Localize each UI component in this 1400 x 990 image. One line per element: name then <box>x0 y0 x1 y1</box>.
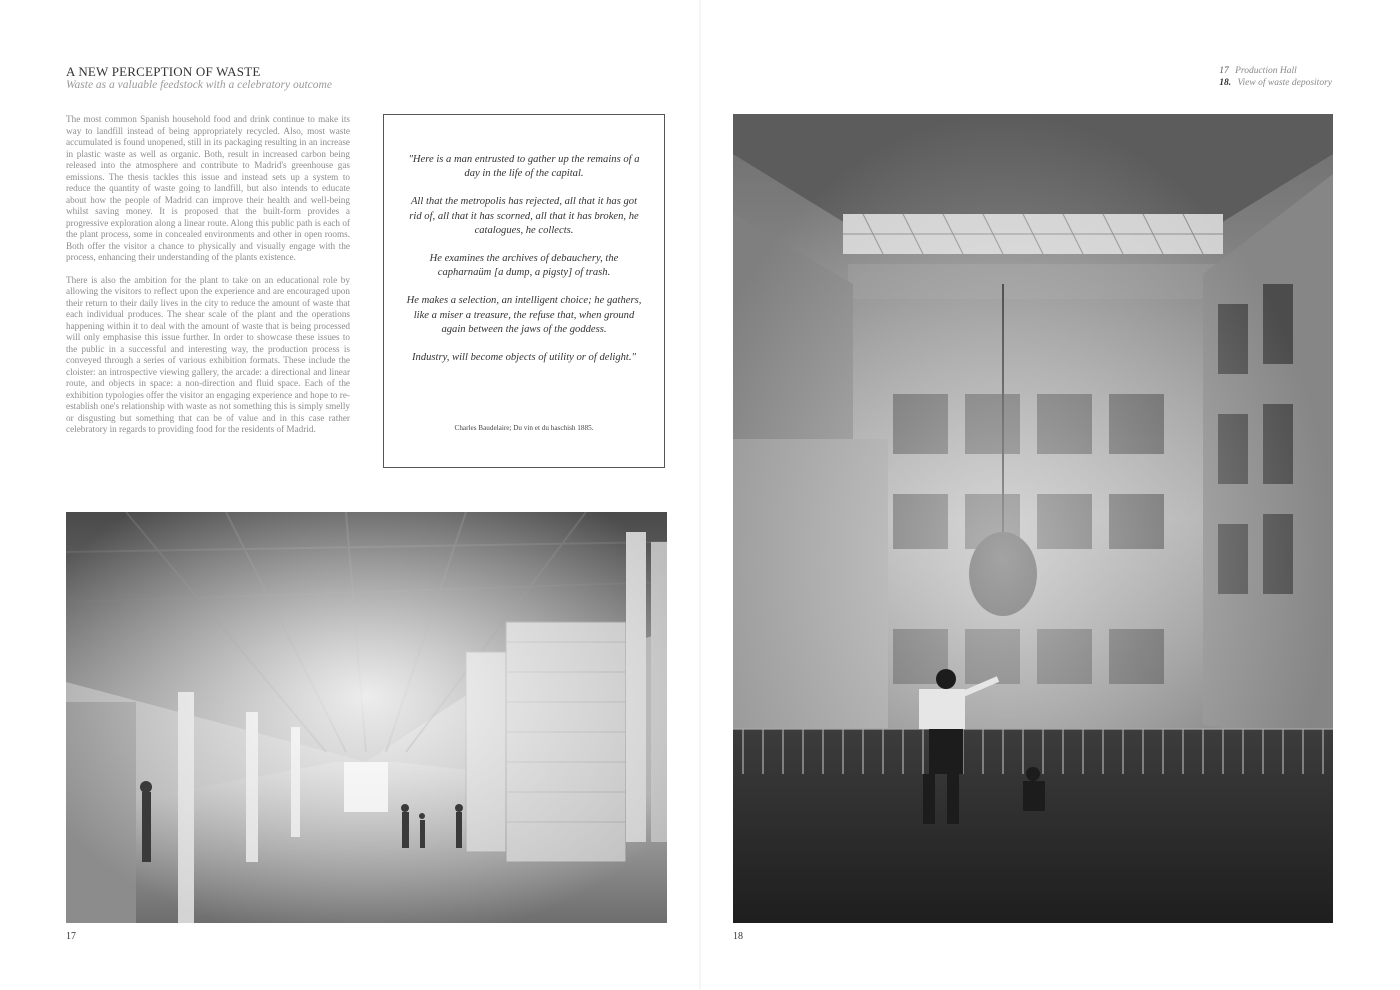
section-subheading: Waste as a valuable feedstock with a celebratory outcome <box>66 79 332 91</box>
quote-line: All that the metropolis has rejected, all that it has got rid of, all that it has scorned, all that it has broken, he catalogues, he collects. <box>409 196 639 236</box>
caption-number: 18. <box>1219 78 1232 88</box>
waste-depository-image <box>733 114 1333 923</box>
production-hall-image <box>66 512 667 923</box>
caption-label: View of waste depository <box>1237 78 1332 88</box>
caption-row <box>1219 65 1332 77</box>
quote-line: He makes a selection, an intelligent choice; he gathers, like a miser a treasure, the refuse that, when ground again between the jaws of the goddess. <box>406 295 642 335</box>
quote-line: He examines the archives of debauchery, the capharnaüm [a dump, a pigsty] of trash. <box>429 253 619 279</box>
caption-label: Production Hall <box>1235 66 1297 76</box>
body-paragraph: The most common Spanish household food and drink continue to make its way to landfill instead of being appropriately recycled. Also, most waste accumulated is found unopened, still in its packaging resulting in an increase in plastic waste as well as organic. Both, result in increased carbon being released into the atmosphere and contribute to Madrid's greenhouse gas emissions. The thesis tackles this issue and instead sets up a system to reduce the quantity of waste going to landfill, but also intends to educate about how the people of Madrid can improve their health and well-being whilst saving money. It is proposed that the built-form provides a progressive exploration along a linear route. Along this public path is each of the plant process, some in concealed environments and other in open rooms. Both offer the visitor a chance to physically and visually engage with the process, enhancing their understanding of the plants existence. <box>66 114 350 262</box>
page-number-left: 17 <box>66 931 76 942</box>
body-paragraph: There is also the ambition for the plant to take on an educational role by allowing the visitors to reflect upon the experience and are encouraged upon their return to their daily lives in the city to reduce the amount of waste that each individual produces. The shear scale of the plant and the operations happening within it to deal with the amount of waste that is being processed will only emphasise this issue further. In order to showcase these issues to the public in a successful and interesting way, the production process is conveyed through a series of various exhibition formats. These include the cloister: an introspective viewing gallery, the arcade: a directional and linear route, and objects in space: a non-direction and fluid space. Each of the exhibition typologies offer the visitor an engaging experience and hope to re-establish one's relationship with waste as not something this is simply smelly or disgusting but something that can be of value and in this case rather celebratory in regards to providing food for the residents of Madrid. <box>66 274 350 434</box>
quote-line: "Here is a man entrusted to gather up the remains of a day in the life of the capital. <box>408 154 640 180</box>
body-text-column <box>66 114 350 447</box>
quote-line: Industry, will become objects of utility or of delight." <box>412 352 636 364</box>
quote-text <box>404 153 644 379</box>
caption-row-active <box>1219 77 1332 89</box>
spread-gutter <box>699 0 701 990</box>
page-number-right: 18 <box>733 931 743 942</box>
quote-citation: Charles Baudelaire; Du vin et du haschish 1885. <box>454 424 594 432</box>
quote-box <box>383 114 665 468</box>
figure-captions <box>1219 65 1332 89</box>
section-heading: A NEW PERCEPTION OF WASTE <box>66 64 261 79</box>
caption-number: 17 <box>1219 66 1229 76</box>
